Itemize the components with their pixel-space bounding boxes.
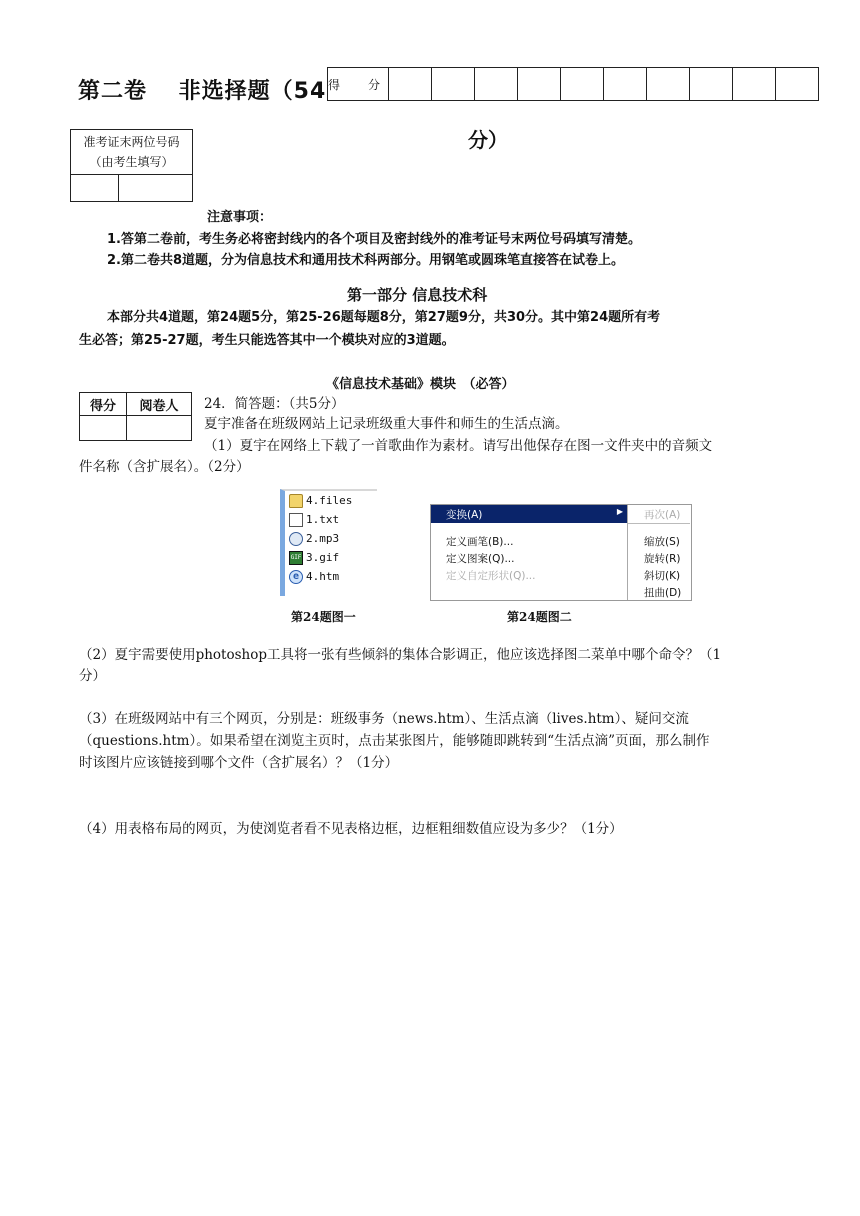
submenu-arrow-icon: ▶	[616, 507, 623, 516]
exam-id-box	[70, 129, 193, 202]
exam-id-digit-cell[interactable]	[71, 175, 119, 202]
question-24-sub1-line1: （1）夏宇在网络上下载了一首歌曲作为素材。请写出他保存在图一文件夹中的音频文	[204, 438, 713, 454]
figure-2-menu	[430, 504, 692, 601]
notes-heading: 注意事项：	[207, 210, 273, 225]
submenu-item-skew[interactable]: 斜切(K)	[644, 570, 681, 582]
score-cell[interactable]	[733, 68, 776, 101]
grader-score-label: 得分	[80, 393, 127, 416]
menu-item-transform[interactable]: 变换(A) ▶	[431, 505, 627, 523]
grader-table	[79, 392, 192, 441]
score-cell[interactable]	[518, 68, 561, 101]
part-description-line-2: 生必答；第25-27题，考生只能选答其中一个模块对应的3道题。	[79, 333, 455, 348]
question-24-sub4: （4）用表格布局的网页，为使浏览者看不见表格边框，边框粗细数值应设为多少？（1分）	[79, 821, 623, 837]
audio-file-icon	[289, 532, 303, 546]
figure-1-caption: 第24题图一	[291, 610, 356, 624]
score-table	[327, 67, 819, 101]
file-item[interactable]: 1.txt	[285, 510, 377, 529]
grader-name-label: 阅卷人	[127, 393, 192, 416]
question-24-sub3-line3: 时该图片应该链接到哪个文件（含扩展名）？（1分）	[79, 755, 399, 771]
question-24-sub3-line1: （3）在班级网站中有三个网页，分别是：班级事务（news.htm）、生活点滴（lives.htm）、疑问交流	[79, 711, 689, 727]
gif-file-icon: GIF	[289, 551, 303, 565]
part-heading: 第一部分 信息技术科	[347, 286, 488, 304]
file-item[interactable]: GIF 3.gif	[290, 551, 340, 564]
submenu	[627, 505, 690, 600]
score-cell[interactable]	[561, 68, 604, 101]
score-cell[interactable]	[776, 68, 819, 101]
submenu-item-again[interactable]: 再次(A)	[644, 509, 681, 521]
notes-item-1: 1.答第二卷前，考生务必将密封线内的各个项目及密封线外的准考证号末两位号码填写清楚。	[107, 232, 641, 247]
part-description-line-1: 本部分共4道题，第24题5分，第25-26题每题8分，第27题9分，共30分。其中第24题所有考	[107, 310, 661, 325]
score-cell[interactable]	[690, 68, 733, 101]
figure-2-caption: 第24题图二	[507, 610, 572, 624]
score-label: 得 分	[328, 68, 389, 101]
section-title-continued: 分）	[468, 128, 508, 152]
text-file-icon	[289, 513, 303, 527]
submenu-divider	[628, 523, 690, 524]
question-24-sub3-line2: （questions.htm）。如果希望在浏览主页时，点击某张图片，能够随即跳转到“生活点滴”页面，那么制作	[79, 733, 710, 749]
exam-id-sublabel: （由考生填写）	[89, 155, 174, 169]
score-cell[interactable]	[475, 68, 518, 101]
folder-icon	[289, 494, 303, 508]
score-cell[interactable]	[604, 68, 647, 101]
file-item[interactable]: 4.files	[285, 491, 377, 510]
question-24-intro: 夏宇准备在班级网站上记录班级重大事件和师生的生活点滴。	[204, 416, 569, 432]
notes-item-2: 2.第二卷共8道题，分为信息技术和通用技术科两部分。用钢笔或圆珠笔直接答在试卷上。	[107, 253, 625, 268]
grader-score-cell[interactable]	[80, 416, 127, 441]
figure-1-file-list	[280, 489, 377, 596]
menu-item-define-pattern[interactable]: 定义图案(Q)...	[446, 553, 515, 565]
grader-name-cell[interactable]	[127, 416, 192, 441]
file-item[interactable]: 2.mp3	[285, 529, 377, 548]
menu-item-define-brush[interactable]: 定义画笔(B)...	[446, 536, 514, 548]
exam-id-digit-cell[interactable]	[119, 175, 193, 202]
submenu-item-rotate[interactable]: 旋转(R)	[644, 553, 681, 565]
score-cell[interactable]	[432, 68, 475, 101]
submenu-item-scale[interactable]: 缩放(S)	[644, 536, 680, 548]
exam-id-label: 准考证末两位号码	[83, 135, 180, 149]
module-title: 《信息技术基础》模块 （必答）	[326, 377, 515, 392]
question-24-sub1-line2: 件名称（含扩展名）。（2分）	[79, 459, 250, 475]
question-24-heading: 24．简答题：（共5分）	[204, 396, 345, 412]
question-24-sub2-line1: （2）夏宇需要使用photoshop工具将一张有些倾斜的集体合影调正，他应该选择图二菜单中哪个命令？（1	[79, 647, 722, 663]
submenu-item-distort[interactable]: 扭曲(D)	[644, 587, 682, 599]
score-cell[interactable]	[647, 68, 690, 101]
section-title: 第二卷 非选择题（54	[78, 79, 327, 104]
score-cell[interactable]	[389, 68, 432, 101]
menu-item-define-shape[interactable]: 定义自定形状(Q)...	[446, 570, 536, 582]
question-24-sub2-line2: 分）	[79, 668, 106, 684]
file-item[interactable]: e 4.htm	[285, 567, 377, 586]
html-file-icon: e	[289, 570, 303, 584]
